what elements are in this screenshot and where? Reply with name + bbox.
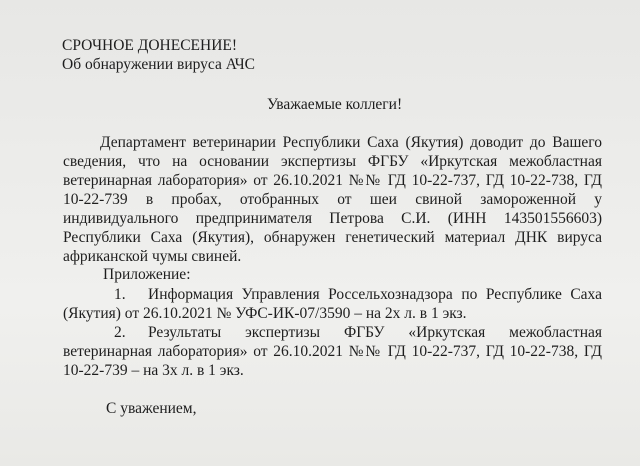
body-line-2: сведения, что на основании экспертизы ФГБУ «Иркутская межобластная [63,153,602,170]
appendix-item-1-line-1: Информация Управления Россельхознадзора по Республике Саха [148,286,602,303]
greeting: Уважаемые коллеги! [267,96,403,113]
body-line-7: африканской чумы свиней. [63,248,242,265]
body-line-1: Департамент ветеринарии Республики Саха (Якутия) доводит до Вашего [100,134,602,151]
body-line-3: ветеринарная лаборатория» от 26.10.2021 №№ ГД 10-22-737, ГД 10-22-738, ГД [63,172,602,189]
closing: С уважением, [106,400,197,417]
appendix-item-2-number: 2. [114,324,126,341]
body-line-4: 10-22-739 в пробах, отобранных от шеи свиной замороженной у [63,191,602,208]
appendix-item-2-line-1: Результаты экспертизы ФГБУ «Иркутская межобластная [148,324,602,341]
appendix-title: Приложение: [103,266,191,283]
appendix-item-1-number: 1. [114,286,126,303]
appendix-item-2-line-3: 10-22-739 – на 3х л. в 1 экз. [63,362,244,379]
document-subject: Об обнаружении вируса АЧС [62,56,255,73]
appendix-item-1-line-2: (Якутия) от 26.10.2021 № УФС-ИК-07/3590 – на 2х л. в 1 экз. [63,305,467,322]
body-line-5: индивидуального предпринимателя Петрова С.И. (ИНН 143501556603) [63,210,602,227]
appendix-item-2-line-2: ветеринарная лаборатория» от 26.10.2021 №№ ГД 10-22-737, ГД 10-22-738, ГД [63,343,602,360]
body-line-6: Республики Саха (Якутия), обнаружен генетический материал ДНК вируса [63,229,602,246]
urgent-title: СРОЧНОЕ ДОНЕСЕНИЕ! [62,37,238,54]
